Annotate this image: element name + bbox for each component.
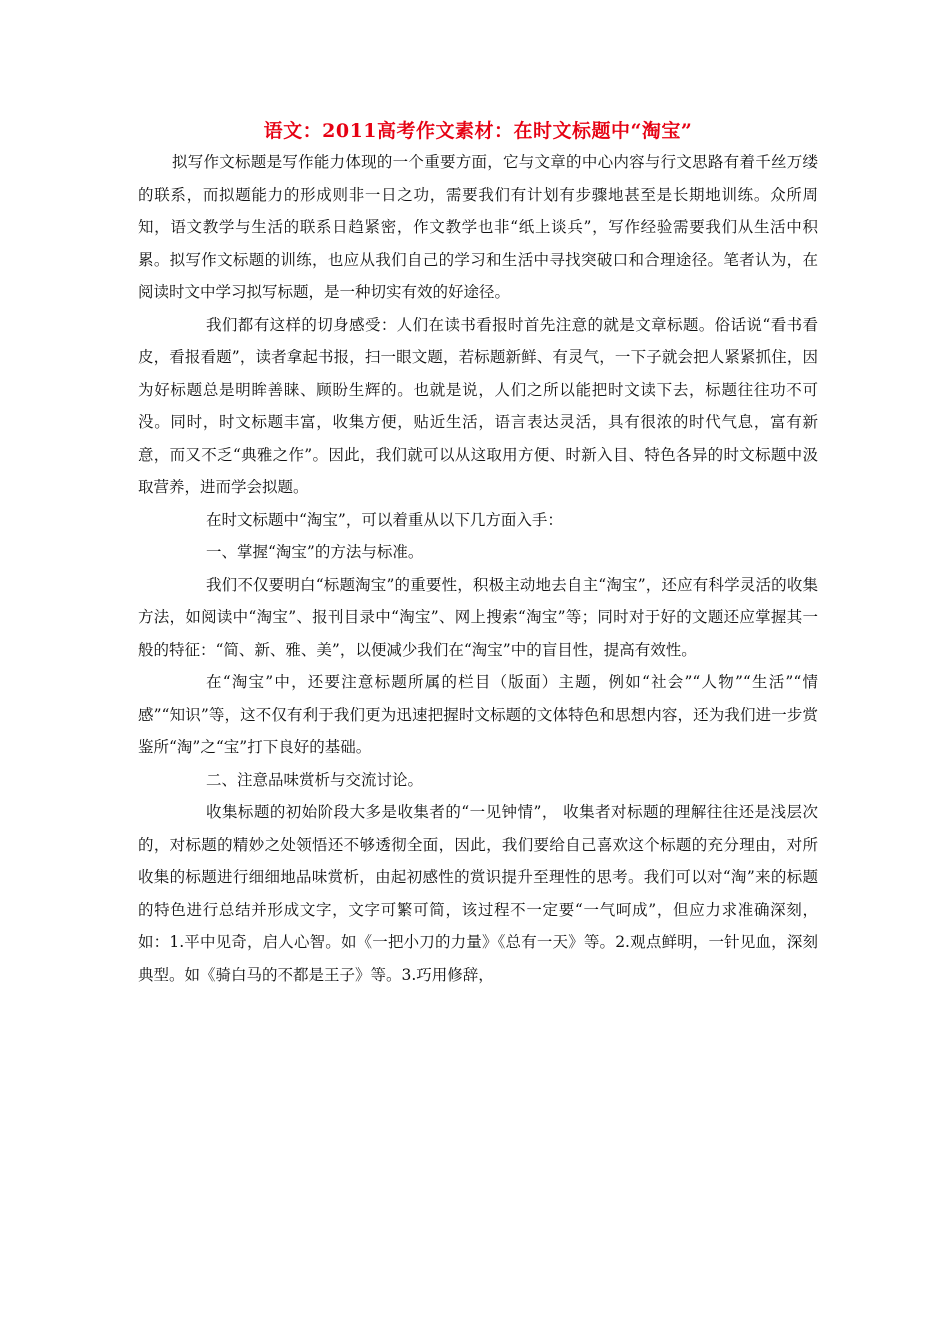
document-title: 语文：2011高考作文素材：在时文标题中“淘宝” (263, 120, 693, 142)
paragraph-aspects: 在时文标题中“淘宝”，可以着重从以下几方面入手： (206, 510, 563, 529)
paragraph-appreciation: 收集标题的初始阶段大多是收集者的“一见钟情”， 收集者对标题的理解往往还是浅层次的，对标题的精妙之处领悟还不够透彻全面，因此，我们要给自己喜欢这个标题的充分理由，对所收集的标题进行细细地品味赏析，由起初感性的赏识提升至理性的思考。我们可以对“淘”来的标题的特色进行总结并形成文字，文字可繁可简，该过程不一定要“一气呵成”，但应力求准确深刻，如：1.平中见奇，启人心智。如《一把小刀的力量》《总有一天》等。2.观点鲜明，一针见血，深刻典型。如《骑白马的不都是王子》等。3.巧用修辞， (138, 803, 818, 984)
section-heading-2: 二、注意品味赏析与交流讨论。 (206, 770, 424, 789)
paragraph-feeling: 我们都有这样的切身感受：人们在读书看报时首先注意的就是文章标题。俗话说“看书看皮，看报看题”，读者拿起书报，扫一眼文题，若标题新鲜、有灵气，一下子就会把人紧紧抓住，因为好标题总是明眸善睐、顾盼生辉的。也就是说，人们之所以能把时文读下去，标题往往功不可没。同时，时文标题丰富，收集方便，贴近生活，语言表达灵活，具有很浓的时代气息，富有新意，而又不乏“典雅之作”。因此，我们就可以从这取用方便、时新入目、特色各异的时文标题中汲取营养，进而学会拟题。 (138, 315, 818, 496)
paragraph-intro: 拟写作文标题是写作能力体现的一个重要方面，它与文章的中心内容与行文思路有着千丝万缕的联系，而拟题能力的形成则非一日之功，需要我们有计划有步骤地甚至是长期地训练。众所周知，语文教学与生活的联系日趋紧密，作文教学也非“纸上谈兵”，写作经验需要我们从生活中积累。拟写作文标题的训练，也应从我们自己的学习和生活中寻找突破口和合理途径。笔者认为，在阅读时文中学习拟写标题，是一种切实有效的好途径。 (138, 153, 818, 301)
paragraph-columns: 在“淘宝”中，还要注意标题所属的栏目（版面）主题，例如“社会”“人物”“生活”“情感”“知识”等，这不仅有利于我们更为迅速把握时文标题的文体特色和思想内容，还为我们进一步赏鉴所“淘”之“宝”打下良好的基础。 (138, 673, 818, 756)
document-page (138, 118, 818, 991)
section-heading-1: 一、掌握“淘宝”的方法与标准。 (206, 543, 424, 561)
paragraph-methods: 我们不仅要明白“标题淘宝”的重要性，积极主动地去自主“淘宝”，还应有科学灵活的收集方法，如阅读中“淘宝”、报刊目录中“淘宝”、网上搜索“淘宝”等；同时对于好的文题还应掌握其一般的特征：“简、新、雅、美”，以便减少我们在“淘宝”中的盲目性，提高有效性。 (138, 575, 818, 659)
